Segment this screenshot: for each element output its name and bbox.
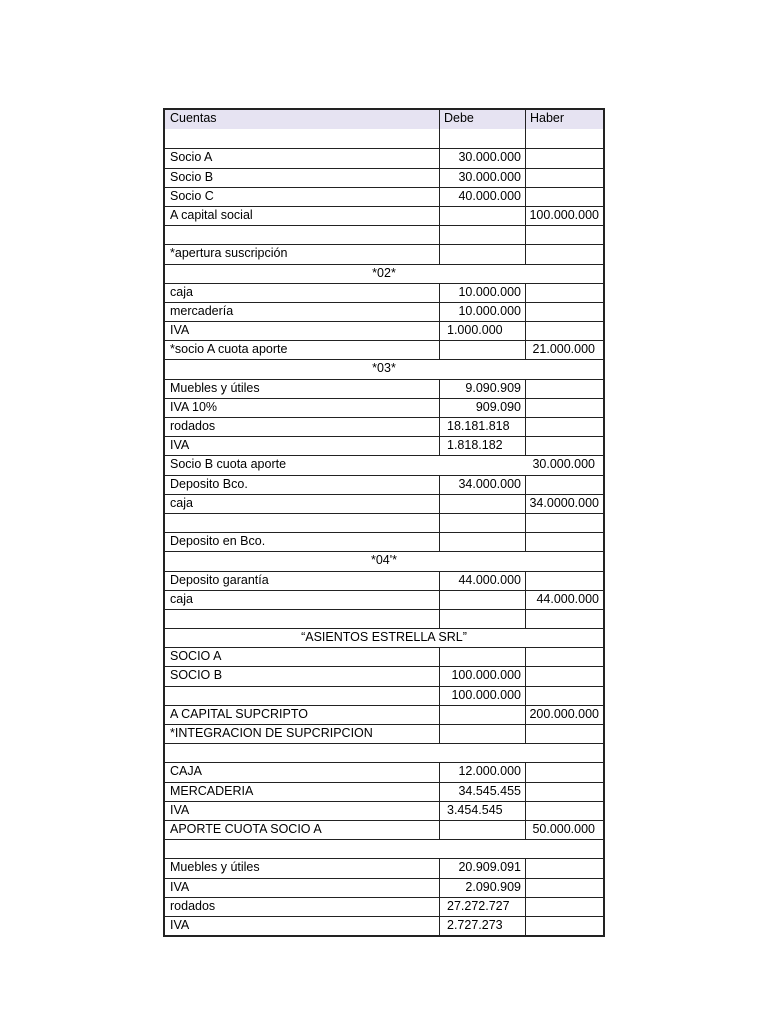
header-debit: Debe (439, 110, 525, 129)
section-row (165, 839, 603, 858)
debit-cell (439, 706, 525, 724)
ledger-row (165, 647, 603, 666)
credit-cell (525, 149, 603, 167)
account-cell: IVA (170, 879, 190, 894)
ledger-row (165, 686, 603, 705)
debit-cell: 20.909.091 (439, 859, 525, 877)
debit-cell: 44.000.000 (439, 572, 525, 590)
account-cell: rodados (170, 419, 216, 433)
credit-cell (525, 380, 603, 398)
debit-cell: 27.272.727 (439, 898, 525, 916)
debit-cell: 1.000.000 (439, 322, 525, 340)
credit-cell (525, 917, 603, 935)
ledger-row (165, 513, 603, 532)
ledger-row (165, 916, 603, 935)
ledger-row (165, 782, 603, 801)
credit-cell (525, 763, 603, 781)
ledger-row (165, 379, 603, 398)
account-cell: APORTE CUOTA SOCIO A (170, 821, 322, 836)
ledger-row (165, 455, 603, 474)
credit-cell (525, 533, 603, 551)
ledger-row (165, 417, 603, 436)
debit-cell: 10.000.000 (439, 284, 525, 302)
credit-cell (525, 284, 603, 302)
ledger-row (165, 129, 603, 148)
account-cell (165, 129, 439, 148)
account-cell: Deposito garantía (170, 572, 269, 587)
account-cell: IVA (170, 917, 190, 932)
section-title (165, 744, 603, 762)
ledger-row (165, 206, 603, 225)
debit-cell (439, 495, 525, 513)
credit-cell (525, 437, 603, 455)
ledger-row (165, 801, 603, 820)
ledger-row (165, 302, 603, 321)
credit-cell (525, 859, 603, 877)
account-cell: IVA (170, 438, 190, 453)
debit-cell: 2.727.273 (439, 917, 525, 935)
ledger-row (165, 762, 603, 781)
ledger-row (165, 590, 603, 609)
debit-cell (439, 245, 525, 263)
credit-cell: 34.0000.000 (525, 495, 603, 513)
account-cell: IVA (170, 802, 190, 817)
credit-cell (525, 879, 603, 897)
ledger-row (165, 436, 603, 455)
ledger-row (165, 609, 603, 628)
account-cell: IVA (170, 323, 190, 338)
account-cell: Socio B (170, 169, 214, 184)
account-cell (165, 226, 439, 244)
account-cell (165, 687, 439, 705)
account-cell: caja (170, 591, 193, 606)
credit-cell (525, 188, 603, 206)
debit-cell: 34.000.000 (439, 476, 525, 494)
section-title (165, 840, 603, 858)
section-row (165, 551, 603, 570)
section-row (165, 743, 603, 762)
credit-cell: 50.000.000 (525, 821, 603, 839)
ledger-row (165, 321, 603, 340)
account-cell: Muebles y útiles (170, 860, 260, 875)
account-cell: Deposito en Bco. (170, 534, 266, 549)
credit-cell: 200.000.000 (525, 706, 603, 724)
debit-cell (439, 610, 525, 628)
credit-cell (525, 322, 603, 340)
section-title: *03* (372, 361, 396, 376)
account-cell: Deposito Bco. (170, 476, 248, 491)
header-account: Cuentas (170, 111, 217, 125)
debit-cell (439, 648, 525, 666)
section-row (165, 264, 603, 283)
account-cell: Socio A (170, 150, 213, 165)
credit-cell (525, 667, 603, 685)
credit-cell (525, 399, 603, 417)
debit-cell: 18.181.818 (439, 418, 525, 436)
ledger-row (165, 858, 603, 877)
ledger-row (165, 820, 603, 839)
credit-cell: 30.000.000 (532, 457, 595, 472)
debit-cell: 30.000.000 (439, 169, 525, 187)
credit-cell (525, 610, 603, 628)
header-credit: Haber (525, 110, 603, 129)
ledger-row (165, 187, 603, 206)
ledger-body (165, 129, 603, 935)
credit-cell (525, 303, 603, 321)
account-cell: *INTEGRACION DE SUPCRIPCION (170, 726, 373, 740)
account-cell: rodados (170, 898, 216, 913)
credit-cell (525, 802, 603, 820)
ledger-table (163, 108, 605, 937)
ledger-row (165, 244, 603, 263)
account-cell: Socio B cuota aporte (170, 457, 287, 472)
credit-cell (525, 898, 603, 916)
ledger-row (165, 897, 603, 916)
ledger-row (165, 398, 603, 417)
debit-cell (439, 725, 525, 743)
credit-cell (525, 725, 603, 743)
account-cell: SOCIO B (170, 668, 223, 683)
account-cell: *socio A cuota aporte (170, 342, 288, 357)
account-cell (165, 514, 439, 532)
account-cell: *apertura suscripción (170, 246, 288, 261)
account-cell: SOCIO A (170, 649, 222, 664)
account-cell: CAJA (170, 764, 202, 779)
ledger-row (165, 724, 603, 743)
debit-cell (439, 226, 525, 244)
credit-cell (525, 476, 603, 494)
ledger-row (165, 148, 603, 167)
section-title: *04'* (370, 553, 398, 568)
ledger-row (165, 532, 603, 551)
ledger-row (165, 283, 603, 302)
section-row (165, 628, 603, 647)
debit-cell: 100.000.000 (439, 687, 525, 705)
debit-cell: 100.000.000 (439, 667, 525, 685)
debit-cell (439, 456, 525, 474)
credit-cell (525, 687, 603, 705)
credit-cell (525, 648, 603, 666)
credit-cell (525, 783, 603, 801)
debit-cell (439, 341, 525, 359)
credit-cell (525, 245, 603, 263)
credit-cell (525, 514, 603, 532)
ledger-row (165, 494, 603, 513)
debit-cell: 12.000.000 (439, 763, 525, 781)
debit-cell: 909.090 (439, 399, 525, 417)
debit-cell: 3.454.545 (439, 802, 525, 820)
header-row (165, 110, 603, 129)
ledger-row (165, 705, 603, 724)
account-cell: MERCADERIA (170, 783, 254, 798)
account-cell: A capital social (170, 207, 253, 222)
ledger-row (165, 475, 603, 494)
credit-cell (525, 129, 603, 148)
credit-cell: 44.000.000 (525, 591, 603, 609)
debit-cell: 30.000.000 (439, 149, 525, 167)
debit-cell (439, 129, 525, 148)
debit-cell (439, 207, 525, 225)
account-cell: mercadería (170, 303, 234, 318)
debit-cell: 40.000.000 (439, 188, 525, 206)
ledger-row (165, 340, 603, 359)
debit-cell (439, 591, 525, 609)
debit-cell: 9.090.909 (439, 380, 525, 398)
ledger-row (165, 878, 603, 897)
account-cell: caja (170, 495, 193, 510)
credit-cell (525, 169, 603, 187)
ledger-row (165, 666, 603, 685)
account-cell (165, 610, 439, 628)
credit-cell (525, 226, 603, 244)
ledger-row (165, 168, 603, 187)
debit-cell: 34.545.455 (439, 783, 525, 801)
debit-cell (439, 514, 525, 532)
credit-cell (525, 572, 603, 590)
section-title: *02* (372, 265, 396, 280)
section-title: “ASIENTOS ESTRELLA SRL” (301, 630, 467, 645)
credit-cell: 100.000.000 (525, 207, 603, 225)
account-cell: Socio C (170, 188, 214, 203)
credit-cell (525, 418, 603, 436)
section-row (165, 359, 603, 378)
debit-cell: 2.090.909 (439, 879, 525, 897)
debit-cell (439, 533, 525, 551)
credit-cell: 21.000.000 (525, 341, 603, 359)
account-cell: IVA 10% (170, 399, 218, 414)
account-cell: caja (170, 284, 193, 299)
ledger-row (165, 225, 603, 244)
account-cell: Muebles y útiles (170, 380, 260, 395)
debit-cell: 1.818.182 (439, 437, 525, 455)
debit-cell: 10.000.000 (439, 303, 525, 321)
ledger-row (165, 571, 603, 590)
debit-cell (439, 821, 525, 839)
account-cell: A CAPITAL SUPCRIPTO (170, 706, 309, 721)
